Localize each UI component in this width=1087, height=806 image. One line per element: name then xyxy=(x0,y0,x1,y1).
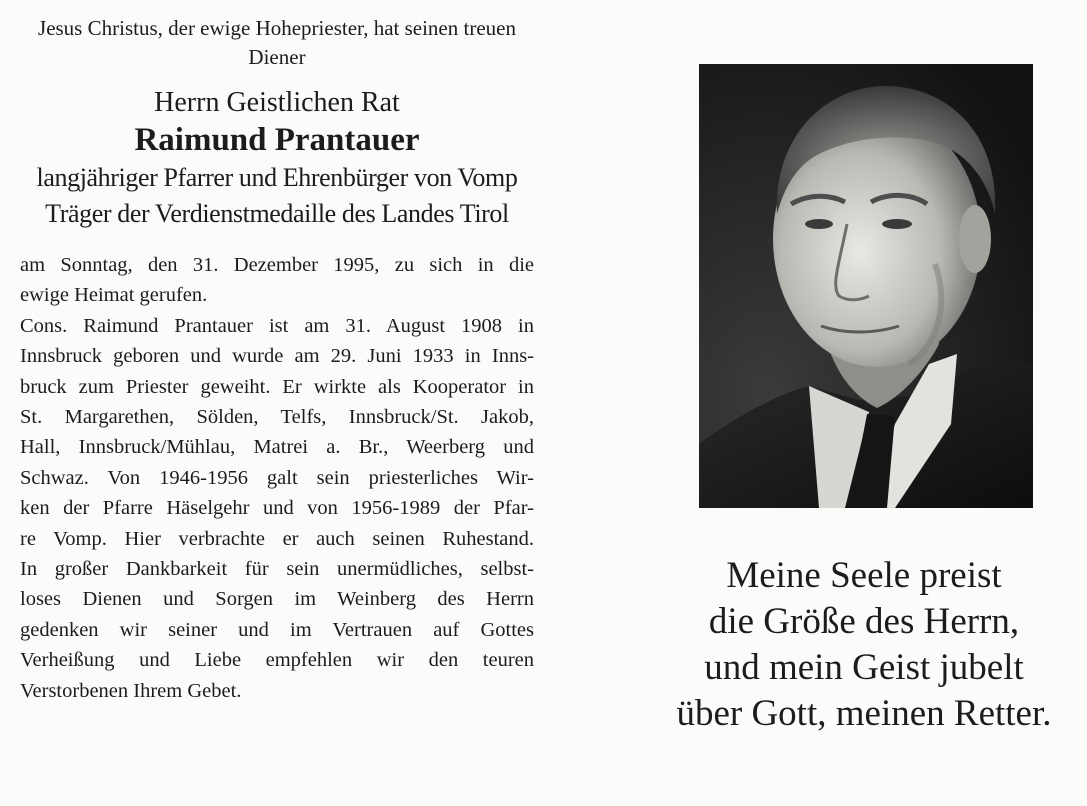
text-line: gedenken wir seiner und im Vertrauen auf Gottes xyxy=(20,618,534,641)
text-line: Schwaz. Von 1946-1956 galt sein priesterliches Wir- xyxy=(20,466,534,489)
announcement xyxy=(20,250,534,311)
text-line: Hall, Innsbruck/Mühlau, Matrei a. Br., Weerberg und xyxy=(20,436,534,459)
text-line: loses Dienen und Sorgen im Weinberg des Herrn xyxy=(20,588,534,611)
quote-line: über Gott, meinen Retter. xyxy=(676,693,1052,734)
portrait-photo xyxy=(699,64,1033,508)
text-line: re Vomp. Hier verbrachte er auch seinen Ruhestand. xyxy=(20,527,534,550)
title-line-pfarrer: langjähriger Pfarrer und Ehrenbürger von Vomp xyxy=(36,163,518,192)
text-line: Verstorbenen Ihrem Gebet. xyxy=(20,679,242,702)
text-line: Cons. Raimund Prantauer ist am 31. August 1908 in xyxy=(20,314,534,337)
text-line: St. Margarethen, Sölden, Telfs, Innsbruck/St. Jakob, xyxy=(20,406,534,429)
text-line: ken der Pfarre Häselgehr und von 1956-1989 der Pfar- xyxy=(20,497,534,520)
scripture-quote xyxy=(640,553,1087,737)
text-line: am Sonntag, den 31. Dezember 1995, zu sich in die xyxy=(20,254,534,276)
text-line: Verheißung und Liebe empfehlen wir den teuren xyxy=(20,649,534,672)
text-line: ewige Heimat gerufen. xyxy=(20,284,208,307)
intro-text: Jesus Christus, der ewige Hohepriester, hat seinen treuen Diener xyxy=(38,16,516,69)
biography-text xyxy=(20,250,534,706)
text-line: bruck zum Priester geweiht. Er wirkte als Kooperator in xyxy=(20,375,534,398)
deceased-name: Raimund Prantauer xyxy=(134,122,420,158)
biography-paragraph xyxy=(20,311,534,706)
title-line-medaille: Träger der Verdienstmedaille des Landes Tirol xyxy=(45,199,509,228)
text-line: Innsbruck geboren und wurde am 29. Juni 1933 in Inns- xyxy=(20,345,534,368)
quote-line: und mein Geist jubelt xyxy=(704,647,1024,688)
text-column xyxy=(20,14,534,706)
quote-line: die Größe des Herrn, xyxy=(708,601,1020,642)
portrait-image xyxy=(699,64,1033,508)
text-line: In großer Dankbarkeit für sein unermüdliches, selbst- xyxy=(20,558,534,581)
quote-line: Meine Seele preist xyxy=(726,555,1002,596)
honorific: Herrn Geistlichen Rat xyxy=(154,87,400,118)
